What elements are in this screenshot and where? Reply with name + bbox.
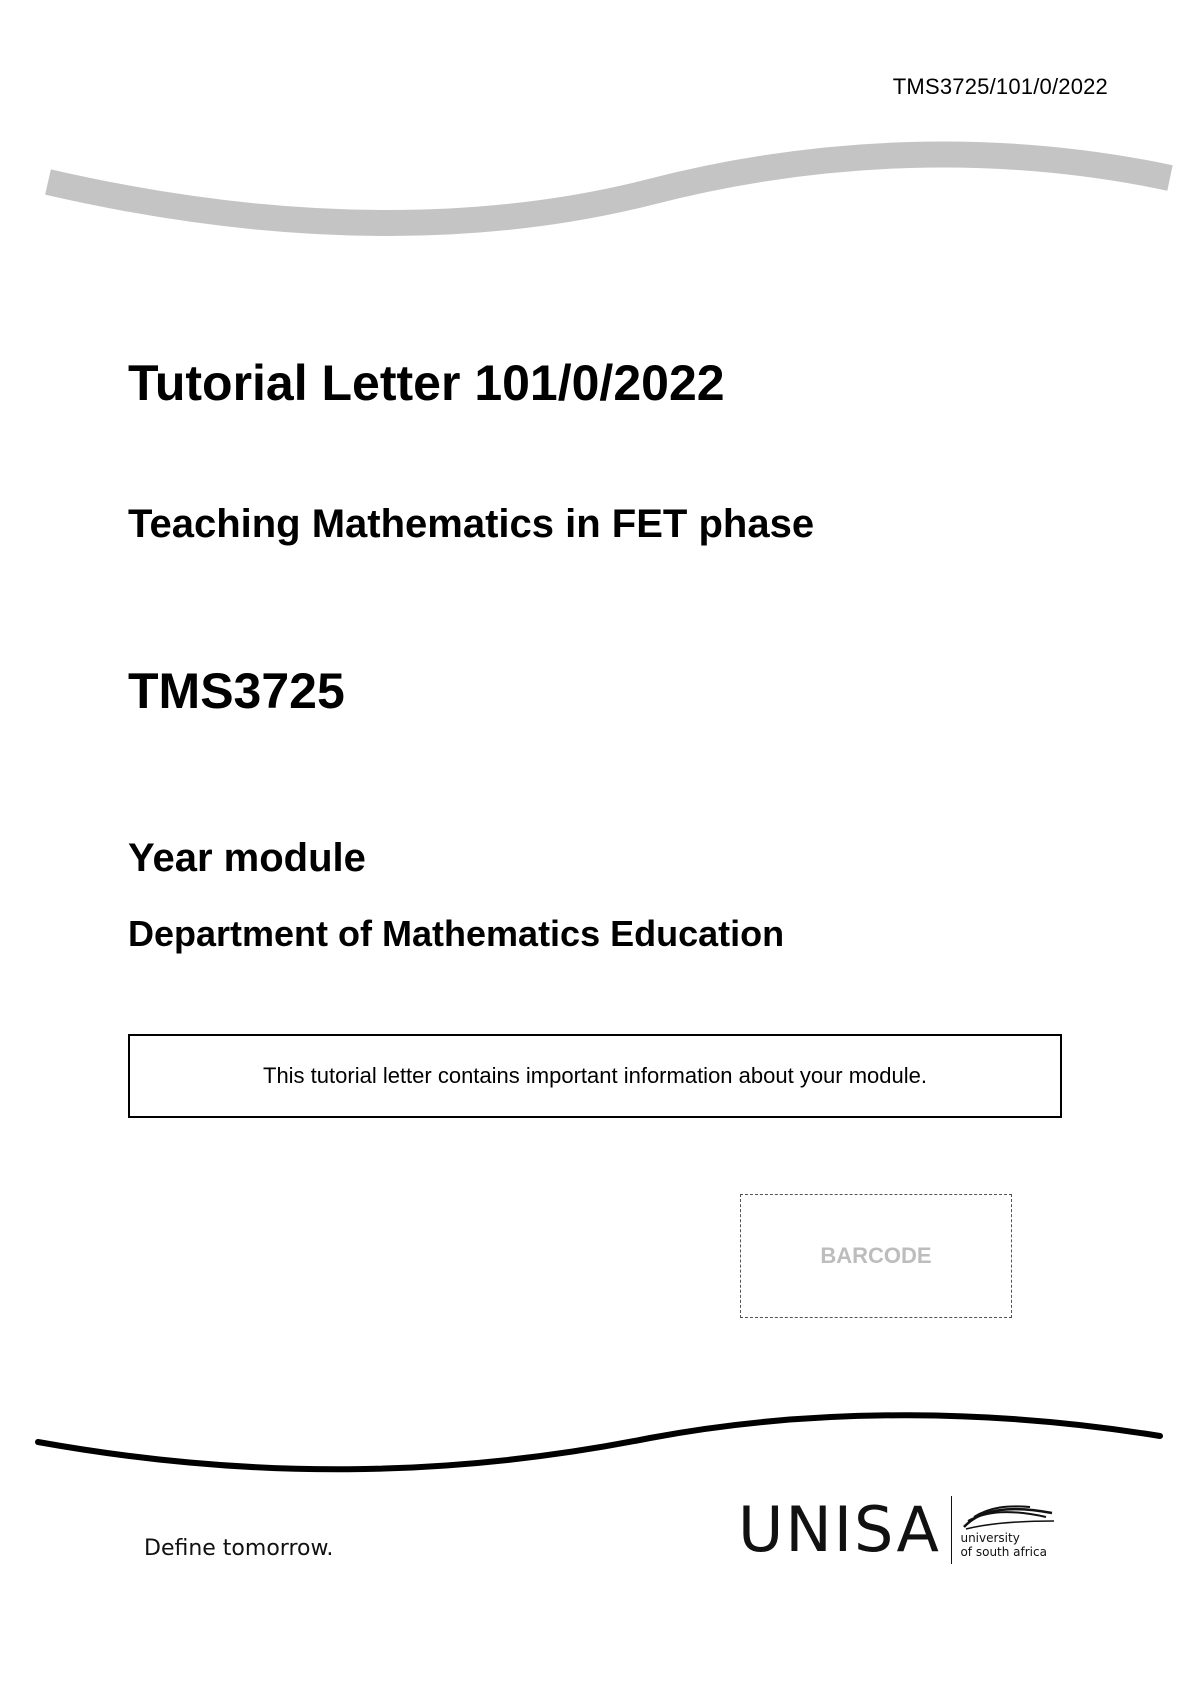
logo-subtext-line1: university	[960, 1531, 1020, 1545]
wing-emblem-icon	[960, 1501, 1056, 1531]
notice-text: This tutorial letter contains important information about your module.	[263, 1063, 927, 1088]
barcode-label: BARCODE	[820, 1243, 932, 1268]
page-title: Tutorial Letter 101/0/2022	[128, 355, 725, 411]
module-code: TMS3725	[128, 663, 345, 719]
document-code: TMS3725/101/0/2022	[892, 74, 1108, 99]
notice-box	[128, 1034, 1062, 1118]
department-name: Department of Mathematics Education	[128, 913, 785, 954]
module-type: Year module	[128, 836, 366, 880]
logo-wordmark: UNISA	[738, 1493, 941, 1566]
module-name: Teaching Mathematics in FET phase	[128, 502, 815, 546]
logo-emblem-group	[960, 1496, 1056, 1564]
logo-divider	[951, 1496, 953, 1564]
tagline: Define tomorrow.	[144, 1536, 334, 1561]
logo-subtext-line2: of south africa	[960, 1545, 1047, 1559]
top-swoosh-decoration	[0, 130, 1200, 270]
unisa-logo	[738, 1490, 1068, 1570]
barcode-placeholder	[740, 1194, 1012, 1318]
